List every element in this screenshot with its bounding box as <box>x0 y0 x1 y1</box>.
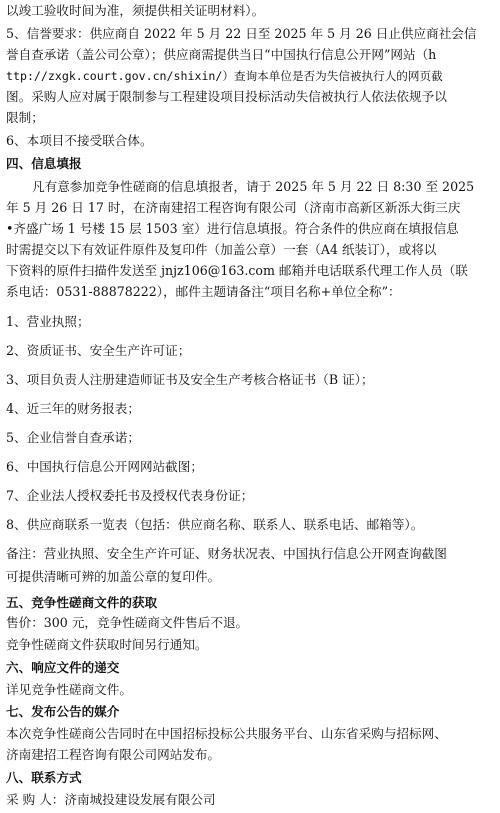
text-line: 6、本项目不接受联合体。 <box>6 133 153 148</box>
list-item: 2、资质证书、安全生产许可证； <box>6 343 191 358</box>
list-item: 7、企业法人授权委托书及授权代表身份证； <box>6 488 254 503</box>
text-line: 采 购 人：济南城投建设发展有限公司 <box>6 792 216 807</box>
text-line: 誉自查承诺（盖公司公章）；供应商需提供当日“中国执行信息公开网”网站（h <box>6 47 437 62</box>
text-line: 下资料的原件扫描件发送至 jnjz106@163.com 邮箱并电话联系代理工作人员（联 <box>6 263 468 278</box>
section-heading: 六、响应文件的递交 <box>6 660 120 675</box>
text-line: 售价：300 元，竞争性磋商文件售后不退。 <box>6 615 249 630</box>
text-line: ttp://zxgk.court.gov.cn/shixin/）查询本单位是否为失信被执行人的网页截 <box>6 69 443 83</box>
list-item: 8、供应商联系一览表（包括：供应商名称、联系人、联系电话、邮箱等）。 <box>6 517 424 532</box>
text-line: 年 5 月 26 日 17 时，在济南建招工程咨询有限公司（济南市高新区新泺大街三庆 <box>6 200 461 215</box>
section-heading: 八、联系方式 <box>6 770 82 785</box>
text-line: •齐盛广场 1 号楼 15 层 1503 室）进行信息填报。符合条件的供应商在填报信息 <box>6 221 459 236</box>
list-item: 4、近三年的财务报表； <box>6 401 140 416</box>
list-item: 6、中国执行信息公开网网站截图； <box>6 459 203 474</box>
text-line: 详见竞争性磋商文件。 <box>6 682 132 697</box>
section-heading: 七、发布公告的媒介 <box>6 704 120 719</box>
text-line: 时需提交以下有效证件原件及复印件（加盖公章）一套（A4 纸装订），或将以 <box>6 242 437 257</box>
note-line: 备注：营业执照、安全生产许可证、财务状况表、中国执行信息公开网查询截图 <box>6 546 447 561</box>
list-item: 5、企业信誉自查承诺； <box>6 430 140 445</box>
section-heading: 四、信息填报 <box>6 156 82 171</box>
text-line: 限制； <box>6 110 44 125</box>
text-line: 本次竞争性磋商公告同时在中国招标投标公共服务平台、山东省采购与招标网、 <box>6 726 447 741</box>
text-line: 5、信誉要求：供应商自 2022 年 5 月 22 日至 2025 年 5 月 26 日止供应商社会信 <box>6 26 477 41</box>
text-line: 以竣工验收时间为准，须提供相关证明材料）。 <box>6 3 265 18</box>
list-item: 1、营业执照； <box>6 314 90 329</box>
text-line: 图。采购人应对属于限制参与工程建设项目投标活动失信被执行人依法依规予以 <box>6 89 447 104</box>
text-line: 竞争性磋商文件获取时间另行通知。 <box>6 637 208 652</box>
text-line: 凡有意参加竞争性磋商的信息填报者，请于 2025 年 5 月 22 日 8:30 至 2025 <box>32 179 475 194</box>
section-heading: 五、竞争性磋商文件的获取 <box>6 595 158 610</box>
note-line: 可提供清晰可辨的加盖公章的复印件。 <box>6 569 221 584</box>
text-line: 济南建招工程咨询有限公司网站发布。 <box>6 747 221 762</box>
list-item: 3、项目负责人注册建造师证书及安全生产考核合格证书（B 证）； <box>6 372 374 387</box>
text-line: 系电话：0531-88878222），邮件主题请备注“项目名称+单位全称”： <box>6 284 401 299</box>
